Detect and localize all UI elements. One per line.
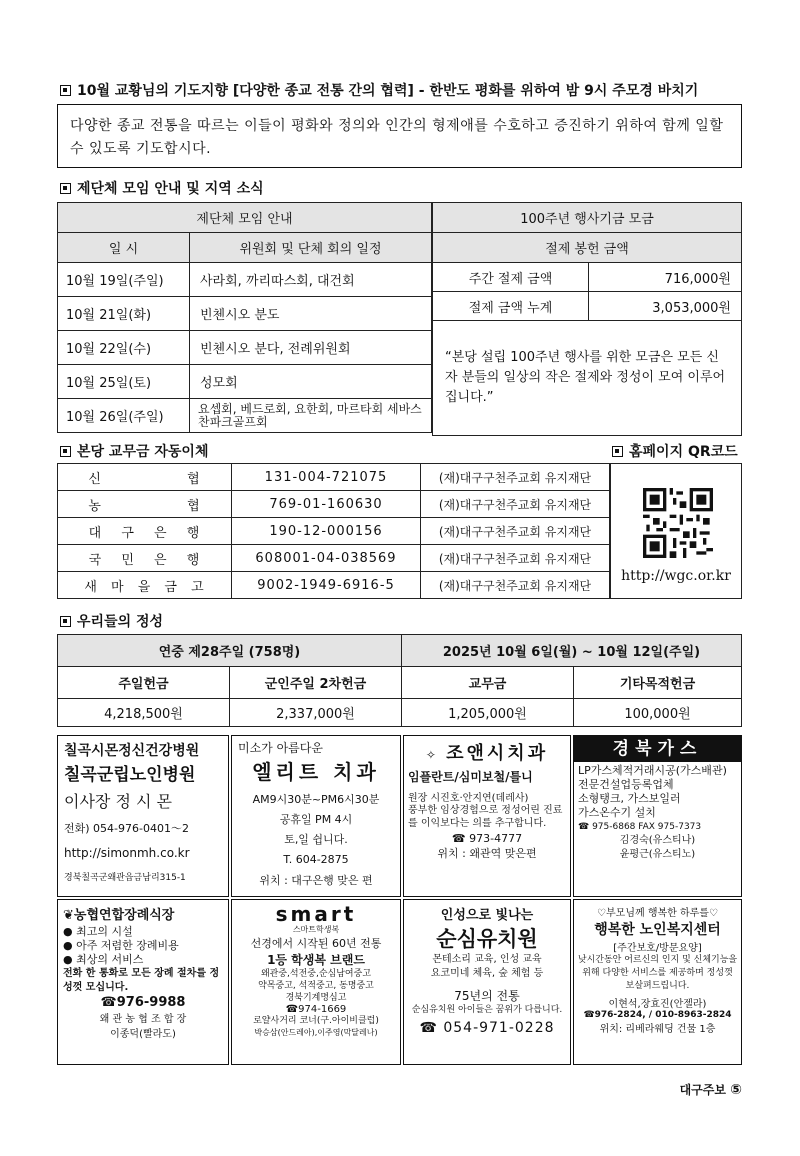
offering-value: 1,205,000원 xyxy=(402,699,574,727)
ad-dental-closed: 토,일 쉽니다. xyxy=(284,833,348,846)
ad-joan-services: 임플란트/심미보철/틀니 xyxy=(408,770,533,784)
account-holder: (재)대구구천주교회 유지재단 xyxy=(421,518,610,545)
col-desc: 위원회 및 단체 회의 일정 xyxy=(190,233,432,263)
square-bullet-icon xyxy=(60,446,71,457)
transfer-section-title xyxy=(60,441,208,461)
fund-label: 주간 절제 금액 xyxy=(433,263,589,292)
ad-hospital-name: 칠곡군립노인병원 xyxy=(64,765,196,785)
ad-smart-sub: 스마트학생복 xyxy=(292,925,340,934)
meeting-date: 10월 26일(주일) xyxy=(58,399,190,433)
tooth-icon: ✧ xyxy=(425,748,447,762)
transfer-section-label: 본당 교무금 자동이체 xyxy=(77,444,209,460)
ad-smart-line: 선경에서 시작된 60년 전통 xyxy=(250,937,382,950)
ad-hospital-line: 칠곡시몬정신건강병원 xyxy=(64,743,200,759)
fund-table xyxy=(432,202,742,436)
ad-smart-logo: smart xyxy=(275,902,357,926)
ad-dental-name: 엘리트 치과 xyxy=(252,760,380,784)
meetings-header: 제단체 모임 안내 xyxy=(58,203,432,233)
col-date: 일 시 xyxy=(58,233,190,263)
account-number: 608001-04-038569 xyxy=(232,545,421,572)
ad-joan-phone: ☎ 973-4777 xyxy=(451,832,523,845)
ad-funeral-bullet: 최상의 서비스 xyxy=(76,953,144,966)
ad-smart-phone: ☎974-1669 xyxy=(285,1004,347,1015)
prayer-title xyxy=(60,80,698,100)
bank-name: 신 협 xyxy=(58,464,232,491)
square-bullet-icon xyxy=(612,446,623,457)
offering-header: 주일헌금 xyxy=(58,667,230,699)
qr-section-label: 홈페이지 QR코드 xyxy=(629,444,738,460)
prayer-title-text: 10월 교황님의 기도지향 [다양한 종교 전통 간의 협력] - 한반도 평화를 위하여 밤 9시 주모경 바치기 xyxy=(77,83,699,99)
fund-label: 절제 금액 누계 xyxy=(433,292,589,321)
phone-icon: ☎ xyxy=(419,1020,444,1036)
square-bullet-icon xyxy=(60,183,71,194)
ad-kinder-tradition: 75년의 전통 xyxy=(454,989,520,1003)
ad-joan-location: 위치 : 왜관역 맞은편 xyxy=(437,847,537,860)
fund-value: 716,000원 xyxy=(589,263,742,292)
ad-hospital-address: 경북칠곡군왜관읍금남리315-1 xyxy=(64,873,186,883)
prayer-body: 다양한 종교 전통을 따르는 이들이 평화와 정의와 인간의 형제애를 수호하고 증진하기 위하여 함께 일할 수 있도록 기도합시다. xyxy=(70,118,724,157)
ad-funeral-bullet: 최고의 시설 xyxy=(76,925,133,938)
ad-gas-contact: 김경숙(유스티나) xyxy=(619,835,696,846)
ad-welfare-contact: 이현석,장효진(안젤라) xyxy=(608,999,707,1010)
offering-table xyxy=(57,634,742,727)
prayer-box xyxy=(57,104,742,168)
ad-hospital-url[interactable]: http://simonmh.co.kr xyxy=(64,846,190,860)
bullet-icon: ● xyxy=(63,939,77,952)
fund-note: “본당 설립 100주년 행사를 위한 모금은 모든 신자 분들의 일상의 작은 절제와 정성이 모여 이루어집니다.” xyxy=(433,321,742,436)
ad-gas-contact: 윤평근(유스티노) xyxy=(619,849,696,860)
meeting-date: 10월 25일(토) xyxy=(58,365,190,399)
offering-section-label: 우리들의 정성 xyxy=(77,614,164,630)
ad-gas-line: 소형탱크, 가스보일러 xyxy=(578,792,681,805)
ad-kindergarten xyxy=(403,899,571,1065)
offering-value: 4,218,500원 xyxy=(58,699,230,727)
ad-hospital-phone: 전화) 054-976-0401～2 xyxy=(64,822,189,835)
transfer-table xyxy=(57,463,610,599)
ad-welfare-name: 행복한 노인복지센터 xyxy=(594,922,721,938)
ad-kinder-desc: 순심유치원 아이들은 꿈위가 다릅니다. xyxy=(411,1005,563,1015)
square-bullet-icon xyxy=(60,85,71,96)
offering-value: 100,000원 xyxy=(574,699,742,727)
ad-welfare-desc: 낮시간동안 어르신의 인지 및 신체기능을 위해 다양한 서비스를 제공하며 정성껏 보살펴드립니다. xyxy=(577,955,738,991)
meetings-section-label: 제단체 모임 안내 및 지역 소식 xyxy=(77,181,264,197)
meeting-date: 10월 19일(주일) xyxy=(58,263,190,297)
meetings-table xyxy=(57,202,432,433)
ad-welfare-services: [주간보호/방문요양] xyxy=(613,943,702,954)
ad-kinder-line: 요코미네 체육, 숲 체험 등 xyxy=(430,968,544,979)
ad-funeral xyxy=(57,899,229,1065)
ad-smart-schools: 약목중고, 석적중고, 동명중고 xyxy=(258,981,374,991)
ad-hospital-director: 이사장 정 시 몬 xyxy=(64,792,172,811)
meeting-date: 10월 22일(수) xyxy=(58,331,190,365)
bank-name: 새 마 을 금 고 xyxy=(58,572,232,599)
clover-icon: ❦ xyxy=(63,908,74,923)
ad-kinder-phone: 054-971-0228 xyxy=(443,1020,555,1036)
meetings-section-title xyxy=(60,178,264,198)
ad-smart-location: 로얄사거리 코너(구.아이비클럽) xyxy=(253,1016,379,1026)
ad-gas xyxy=(573,735,742,897)
ad-funeral-desc: 전화 한 통화로 모든 장례 절차를 정성껏 모십니다. xyxy=(63,968,220,993)
ad-smart-owner: 박승삼(안드레아),이주영(막달레나) xyxy=(254,1028,378,1037)
meeting-desc: 빈첸시오 분도 xyxy=(190,297,432,331)
offering-week: 연중 제28주일 (758명) xyxy=(58,635,402,667)
ad-funeral-name: 농협연합장례식장 xyxy=(73,908,175,923)
offering-section-title xyxy=(60,611,163,631)
meeting-desc: 성모회 xyxy=(190,365,432,399)
ad-kinder-name: 순심유치원 xyxy=(436,927,538,951)
square-bullet-icon xyxy=(60,616,71,627)
account-holder: (재)대구구천주교회 유지재단 xyxy=(421,491,610,518)
fund-subheader: 절제 봉헌 금액 xyxy=(433,233,742,263)
ad-dental-hours: AM9시30분~PM6시30분 xyxy=(252,793,380,806)
ad-welfare xyxy=(573,899,742,1065)
homepage-url[interactable]: http://wgc.or.kr xyxy=(621,568,731,584)
offering-period: 2025년 10월 6일(월) ~ 10월 12일(주일) xyxy=(402,635,742,667)
account-number: 9002-1949-6916-5 xyxy=(232,572,421,599)
ad-dental-phone: T. 604-2875 xyxy=(283,853,349,866)
ad-gas-line: 가스온수기 설치 xyxy=(578,806,656,819)
account-number: 769-01-160630 xyxy=(232,491,421,518)
offering-header: 기타목적헌금 xyxy=(574,667,742,699)
ad-dental-location: 위치 : 대구은행 맞은 편 xyxy=(259,874,373,887)
ad-smart xyxy=(231,899,401,1065)
account-holder: (재)대구구천주교회 유지재단 xyxy=(421,545,610,572)
ad-hospital xyxy=(57,735,229,897)
ad-smart-schools: 경북기계명심고 xyxy=(285,993,347,1003)
bank-name: 농 협 xyxy=(58,491,232,518)
meeting-desc: 빈첸시오 분다, 전례위원회 xyxy=(190,331,432,365)
ad-dental-holiday: 공휴일 PM 4시 xyxy=(279,813,353,826)
ad-kinder-line: 몬테소리 교육, 인성 교육 xyxy=(432,954,542,965)
qr-box xyxy=(610,463,742,599)
fund-header: 100주년 행사기금 모금 xyxy=(433,203,742,233)
fund-value: 3,053,000원 xyxy=(589,292,742,321)
meeting-desc: 사라회, 까리따스회, 대건회 xyxy=(190,263,432,297)
ad-welfare-location: 위치: 리베라웨딩 건물 1층 xyxy=(599,1024,716,1035)
ad-gas-line: 전문건설업등록업체 xyxy=(578,778,674,791)
account-holder: (재)대구구천주교회 유지재단 xyxy=(421,464,610,491)
account-number: 131-004-721075 xyxy=(232,464,421,491)
bullet-icon: ● xyxy=(63,953,77,966)
qr-section-title xyxy=(612,441,738,461)
ad-dental-elite xyxy=(231,735,401,897)
ad-funeral-person: 이종덕(빨라도) xyxy=(110,1029,176,1040)
bank-name: 국 민 은 행 xyxy=(58,545,232,572)
ad-kinder-tagline: 인성으로 빛나는 xyxy=(440,908,534,923)
bank-name: 대 구 은 행 xyxy=(58,518,232,545)
meeting-desc: 요셉회, 베드로회, 요한회, 마르타회 세바스찬파크골프회 xyxy=(190,399,432,433)
ad-welfare-phone: ☎976-2824, / 010-8963-2824 xyxy=(583,1010,732,1020)
ad-joan-name: 조앤시치과 xyxy=(446,743,549,764)
ad-welfare-tagline: ♡부모님께 행복한 하루를♡ xyxy=(597,908,718,919)
ad-joan-desc: 풍부한 임상경험으로 정성어린 진료를 이익보다는 의를 추구합니다. xyxy=(408,805,563,829)
ad-funeral-bullet: 아주 저렴한 장례비용 xyxy=(76,939,179,952)
ad-gas-name: 경북가스 xyxy=(574,736,741,762)
ad-smart-line: 1등 학생복 브랜드 xyxy=(267,953,365,967)
ad-dental-tagline: 미소가 아름다운 xyxy=(238,741,323,755)
offering-value: 2,337,000원 xyxy=(230,699,402,727)
qr-code-icon[interactable] xyxy=(643,488,713,558)
meeting-date: 10월 21일(화) xyxy=(58,297,190,331)
ad-gas-phone: ☎ 975-6868 FAX 975-7373 xyxy=(578,822,702,832)
offering-header: 교무금 xyxy=(402,667,574,699)
account-number: 190-12-000156 xyxy=(232,518,421,545)
ad-funeral-phone: ☎976-9988 xyxy=(100,995,186,1010)
page-footer xyxy=(680,1081,742,1098)
footer-name: 대구주보 xyxy=(679,1083,726,1097)
ad-gas-line: LP가스체적거래시공(가스배관) xyxy=(578,764,727,777)
ad-funeral-chief: 왜 관 농 협 조 합 장 xyxy=(99,1014,187,1025)
bullet-icon: ● xyxy=(63,925,77,938)
offering-header: 군인주일 2차헌금 xyxy=(230,667,402,699)
account-holder: (재)대구구천주교회 유지재단 xyxy=(421,572,610,599)
ad-smart-schools: 왜관중,석전중,순심남여중고 xyxy=(260,969,372,979)
ad-dental-joan xyxy=(403,735,571,897)
ad-joan-doctors: 원장 시진호·안지연(데레사) xyxy=(408,793,529,804)
page-number: ⑤ xyxy=(730,1082,742,1098)
